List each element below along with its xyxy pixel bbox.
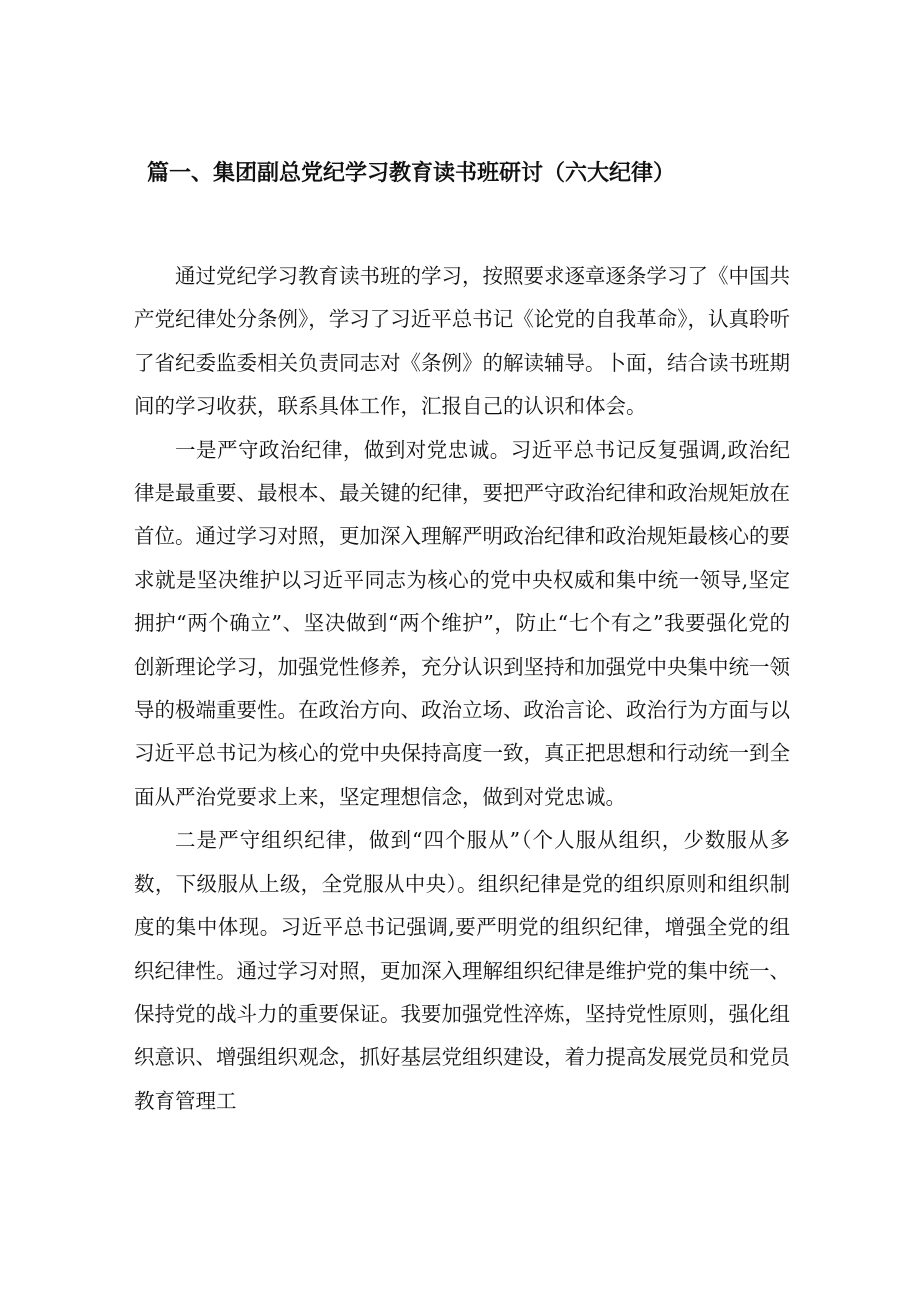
document-body <box>134 255 790 1123</box>
document-title: 篇一、集团副总党纪学习教育读书班研讨（六大纪律） <box>147 161 676 186</box>
paragraph-organizational-discipline: 二是严守组织纪律，做到“四个服从”（个人服从组织，少数服从多数，下级服从上级，全党服从中央）。组织纪律是党的组织原则和组织制度的集中体现。习近平总书记强调,要严明党的组织纪律，增强全党的组织纪律性。通过学习对照，更加深入理解组织纪律是维护党的集中统一、保持党的战斗力的重要保证。我要加强党性淬炼，坚持党性原则，强化组织意识、增强组织观念，抓好基层党组织建设，着力提高发展党员和党员教育管理工 <box>134 828 790 1113</box>
paragraph-intro: 通过党纪学习教育读书班的学习，按照要求逐章逐条学习了《中国共产党纪律处分条例》，学习了习近平总书记《论党的自我革命》，认真聆听了省纪委监委相关负责同志对《条例》的解读辅导。卜面，结合读书班期间的学习收获，联系具体工作，汇报自己的认识和体会。 <box>134 264 790 419</box>
paragraph-political-discipline: 一是严守政治纪律，做到对党忠诚。习近平总书记反复强调,政治纪律是最重要、最根本、最关键的纪律，要把严守政治纪律和政治规矩放在首位。通过学习对照，更加深入理解严明政治纪律和政治规矩最核心的要求就是坚决维护以习近平同志为核心的党中央权威和集中统一领导,坚定拥护“两个确立”、坚决做到“两个维护”，防止“七个有之”我要强化党的创新理论学习，加强党性修养，充分认识到坚持和加强党中央集中统一领导的极端重要性。在政治方向、政治立场、政治言论、政治行为方面与以习近平总书记为核心的党中央保持高度一致，真正把思想和行动统一到全面从严治党要求上来，坚定理想信念，做到对党忠诚。 <box>134 437 790 809</box>
